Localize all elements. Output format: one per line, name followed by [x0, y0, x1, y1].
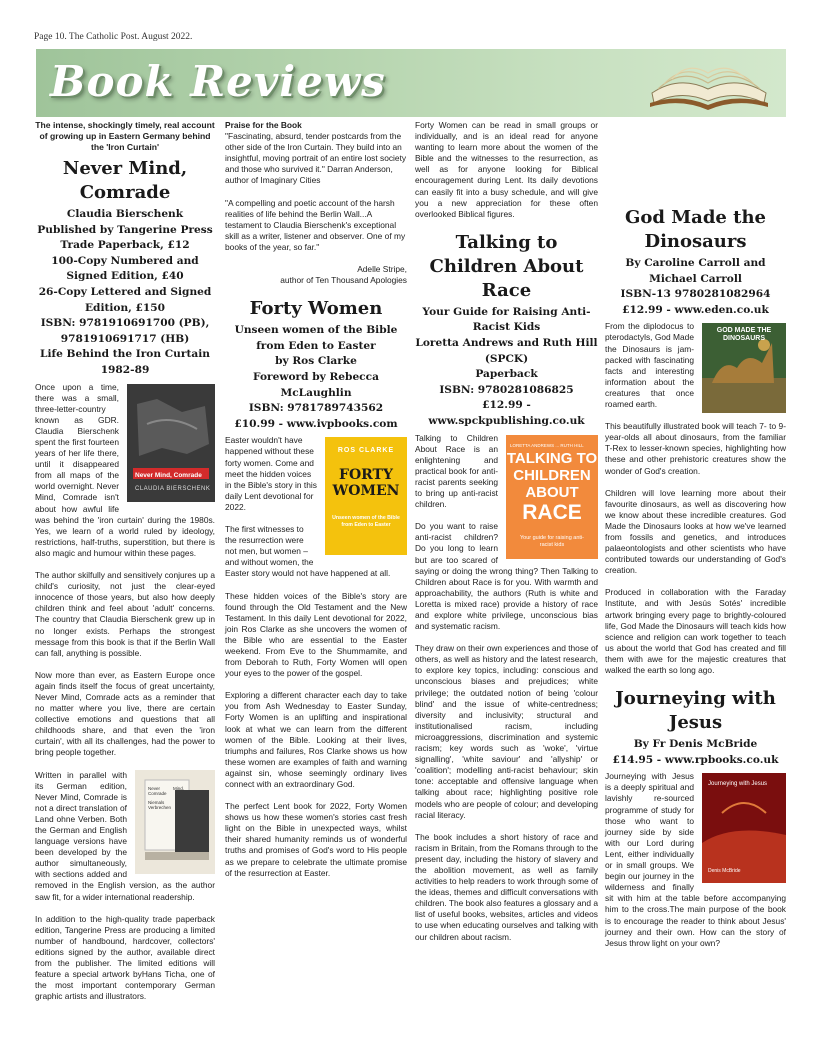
review4-meta	[605, 256, 786, 318]
review4-authors: By Caroline Carroll and Michael Carroll	[625, 257, 766, 285]
review1-attribution-name: Adelle Stripe,	[357, 264, 407, 275]
review1-praise: "A compelling and poetic account of the harsh realities of life behind the Berlin Wall...A testament to Claudia Bierschenk's exceptional skill as a writer, listener and observer. One of my books of the year, so far."	[225, 197, 406, 252]
review3-cover-title-3: ABOUT	[525, 483, 579, 501]
column-2-body	[225, 120, 407, 879]
review2-paragraph: Exploring a different character each day to take you from Ash Wednesday to Easter Sunday, Forty Women is an uplifting and inspirational look at what we can learn from the different women of the Bible. Looking at their lives, triumphs and failures, Ros Clarke shows us how these women are examples of faith and warning against sin, whose seemingly ordinary lives connect with an extraordinary God.	[225, 690, 407, 789]
open-book-icon	[644, 53, 774, 113]
review3-cover-title-1: TALKING TO	[506, 449, 598, 467]
review3-cover-title-2: CHILDREN	[513, 466, 591, 484]
review1-cover-author: CLAUDIA BIERSCHENK	[135, 485, 211, 492]
review1-paragraph: The author skilfully and sensitively conjures up a child's curiosity, not just the clear-eyed innocence of those years, but also how deeply children think and feel about 'adult' concerns. The country that Claudia Bierschenk grew up in no longer exists. Perhaps the strongest message from this book is that if the Berlin Wall can fall, anything is possible.	[35, 570, 215, 658]
review1-paragraph: Now more than ever, as Eastern Europe once again finds itself the focus of great uncertainty, Never Mind, Comrade acts as a reminder that no matter where you live, there are certain collective emotions and questions that all childhoods share, and that even the 'iron curtain', with all its challenges, had the power to bring people together.	[35, 669, 215, 758]
review4-isbn: ISBN-13 9780281082964	[620, 288, 771, 301]
review2-paragraph: The perfect Lent book for 2022, Forty Women shows us how these women's stories cast fresh light on the Bible in unexpected ways, whilst their shared humanity reminds us of wonderful truths and promises of God's word to His people as we prepare to celebrate the ultimate promise of the resurrection at Easter.	[225, 801, 407, 878]
review5-title: Journeying with Jesus	[615, 688, 776, 734]
review2-cover	[325, 437, 407, 555]
review1-attribution	[225, 264, 407, 286]
review3-website: www.spckpublishing.co.uk	[428, 415, 585, 427]
review1-meta	[35, 207, 215, 379]
review1-photo-subtitle: Niemals Verbrechen	[148, 799, 172, 811]
review2-subtitle: Unseen women of the Bible from Eden to Easter	[234, 324, 398, 352]
review1-photo-title: Never Mind, Comrade	[148, 785, 184, 797]
review4-cover-title: GOD MADE THE DINOSAURS	[716, 327, 772, 343]
review1-attribution-book: author of Ten Thousand Apologies	[280, 275, 407, 286]
review3-isbn: ISBN: 9780281086825	[439, 383, 574, 396]
review4-price: £12.99 - www.eden.co.uk	[622, 303, 769, 316]
review2-title: Forty Women	[249, 298, 383, 320]
review2-cover-title: FORTY WOMEN	[332, 467, 400, 500]
review1-author: Claudia Bierschenk	[66, 208, 184, 220]
review3-format: Paperback	[475, 368, 538, 381]
review2-meta	[225, 323, 407, 432]
review1-isbn: ISBN: 9781910691700 (PB), 9781910691717 (HB)	[40, 317, 210, 345]
review3-paragraph: The book includes a short history of race and racism in Britain, from the Romans through to the present day, including the history of slavery and the abolition movement, as well as family activities to help readers to work through some of the ideas, themes and difficult conversations with children. The book also features a glossary and a list of useful books, websites, articles and videos to use when educating ourselves and talking with our children about racism.	[415, 831, 598, 942]
review3-cover-subtitle: Your guide for raising anti-racist kids	[519, 534, 584, 548]
review4-paragraph: Children will love learning more about their favourite dinosaurs, as well as discovering how we know about these incredible creatures. God Made the Dinosaurs looks at how we've learned from fossils and genetics, and introduces palaeontologists and other scientists who have contributed towards our understanding of God's creation.	[605, 487, 786, 576]
review1-price-lettered: 26-Copy Lettered and Signed Edition, £150	[38, 285, 212, 314]
review3-price: £12.99 -	[482, 399, 531, 412]
review2-cover-subtitle: Unseen women of the Bible from Eden to Easter	[332, 515, 400, 528]
review3-subtitle: Your Guide for Raising Anti-Racist Kids	[422, 305, 591, 334]
review1-title: Never Mind, Comrade	[62, 158, 188, 203]
review2-isbn: ISBN: 9781789743562	[248, 402, 384, 415]
review3-meta	[415, 305, 598, 430]
review2-paragraph: Easter wouldn't have happened without these forty women. Come and meet the hidden voices in the Bible's story in this daily Lent devotional for 2022.	[225, 435, 317, 512]
review1-paragraph: Written in parallel with its German edition, Never Mind, Comrade is not a direct translation of Land ohne Verben. Both the German and English language versions have been developed by the author simultaneously, with sections added and removed in the English version, as the author saw fit, for a wider international readership.	[35, 769, 215, 902]
review3-cover-authors: LORETTA ANDREWS ... RUTH HILL	[510, 442, 584, 448]
review3-cover	[506, 435, 598, 559]
review2-cover-author: ROS CLARKE	[337, 447, 395, 455]
review2-paragraph: These hidden voices of the Bible's story are found through the Old Testament and the New Testament. In this daily Lent devotional for 2022, join Ros Clarke as she uncovers the women of the Bible who are essential to the Easter weekend. From Eve to the Shummamite, and from Deborah to Ruth, Forty Women will open your eyes to the power of the gospel.	[225, 590, 407, 679]
review4-paragraph: This beautifully illustrated book will teach 7- to 9-year-olds all about dinosaurs, from the familiar T-Rex to lesser-known species, highlighting how these and other prehistoric creatures show the wonder of God's creation.	[605, 421, 786, 476]
banner-title: Book Reviews	[50, 57, 386, 106]
review2-price: £10.99 - www.ivpbooks.com	[234, 417, 398, 430]
review1-subtitle: Life Behind the Iron Curtain 1982-89	[40, 348, 210, 376]
review1-paragraph: In addition to the high-quality trade paperback edition, Tangerine Press are producing a limited number of handbound, hardcover, collectors' editions signed by the author, available direct from the publisher. The limited editions will feature a special artwork byHans Ticha, one of the most important contemporary German graphic artists and illustrators.	[35, 913, 215, 1002]
review2-author: by Ros Clarke	[275, 355, 357, 368]
review3-paragraph: Do you want to raise anti-racist children? Do you long to learn but are too scared of saying or doing the wrong thing? Then Talking to Children about Race is for you. With warmth and approachability, the authors (Ruth is white and Loretta is mixed race) provide a history of race and explore white privilege, unconscious bias and systematic racism.	[415, 521, 598, 632]
review5-price: £14.95 - www.rpbooks.co.uk	[612, 753, 779, 766]
review5-paragraph: Journeying with Jesus is a deeply spiritual and lavishly re-sourced programme of study for those who want to journey side by side with our Lord during Lent, either individually or in small groups. We begin our journey in the wilderness and finally sit with him at the table before accompanying him to the cross.The main purpose of the book is to encourage the reader to think about Jesus' journey and their own. How can the story of Jesus throw light on your own?	[605, 771, 786, 948]
review1-kicker: The intense, shockingly timely, real account of growing up in Eastern Germany behind the 'Iron Curtain'	[35, 120, 215, 152]
review4-paragraph: From the diplodocus to pterodactyls, God Made the Dinosaurs is jam-packed with fascinating facts and interesting information about the creatures that once roamed earth.	[605, 321, 694, 410]
review3-title: Talking to Children About Race	[429, 231, 584, 301]
review5-cover-title: Journeying with Jesus	[708, 781, 768, 788]
review5-cover-author: Denis McBride	[708, 868, 741, 875]
review1-cover-title: Never Mind, Comrade	[135, 471, 202, 479]
review3-paragraph: Talking to Children About Race is an enlightening and practical book for anti-racist parents seeking to bring up anti-racist children.	[415, 432, 498, 510]
review5-meta	[605, 737, 786, 768]
review1-praise: "Fascinating, absurd, tender postcards from the other side of the Iron Curtain. They build into an insightful, moving portrait of an entire lost society and those who survived it." Darran Anderson, author of Imaginary Cities	[225, 131, 407, 186]
page-header: Page 10. The Catholic Post. August 2022.	[34, 32, 193, 42]
review1-cover-photo	[135, 770, 215, 874]
book-reviews-banner	[36, 49, 786, 117]
review1-publisher: Published by Tangerine Press	[37, 223, 213, 236]
review5-cover	[702, 773, 786, 883]
review1-praise-heading: Praise for the Book	[225, 120, 302, 130]
review4-paragraph: Produced in collaboration with the Faraday Institute, and with Jesús Sotés' incredible artwork bringing every page to brightly-coloured life, God Made the Dinosaurs will teach kids how science and religion can work together to teach us about the world that God has created and fill them with awe for the majestic creatures that walked the earth so long ago.	[605, 587, 786, 675]
review1-paragraph: Once upon a time, there was a small, three-letter-country known as GDR. Claudia Bierschenk spent the first fourteen years of her life there, until it disappeared from all maps of the world overnight. Never Mind, Comrade isn't about how awful life was behind the 'iron curtain' during the 1980s. Yes, we learn of a world ruled by ideology, restrictions, half-truths, superstition, but there is also magic and humour within these pages.	[35, 381, 215, 558]
review3-cover-title-4: RACE	[522, 500, 582, 524]
review2-paragraph: The first witnesses to the resurrection were not men, but women – and without women, the Easter story would not have happened at all.	[225, 524, 391, 579]
review2-paragraph: Forty Women can be read in small groups or individually, and is an ideal read for anyone wanting to learn more about the women of the Bible and the witnesses to the resurrection, as well as for anyone looking for Biblical encouragement during Lent. Its daily devotions can easily fit into a busy schedule, and will give you a new appreciation for these often overlooked Biblical figures.	[415, 120, 598, 219]
review3-authors: Loretta Andrews and Ruth Hill (SPCK)	[415, 337, 598, 365]
review3-paragraph: They draw on their own experiences and those of others, as well as history and the latest research, to explore key topics, including: conscious and unconscious biases and prejudices; white privilege; the outdated notion of being 'colour blind' and the issue of white-centredness; diversity and inclusivity; structural and institutionalised racism, including microaggressions, discrimination and systemic racism; key words such as 'woke', 'virtue signalling', 'white saviour' and 'allyship' or 'coalition'; modelling anti-racist behaviour; skin tone: acceptable and offensive language when talking about race; highlighting positive role models who are people of colour; and developing racial literacy.	[415, 643, 598, 820]
column-4-body	[605, 204, 786, 949]
review1-price-pb: Trade Paperback, £12	[60, 239, 190, 252]
review1-price-numbered: 100-Copy Numbered and Signed Edition, £40	[51, 254, 199, 283]
review4-cover	[702, 323, 786, 413]
review1-cover	[127, 384, 215, 502]
review2-foreword: Foreword by Rebecca McLaughlin	[253, 371, 379, 399]
review5-author: By Fr Denis McBride	[633, 738, 758, 751]
column-1	[35, 120, 215, 1002]
review4-title: God Made the Dinosaurs	[625, 207, 766, 252]
column-3	[415, 120, 598, 943]
